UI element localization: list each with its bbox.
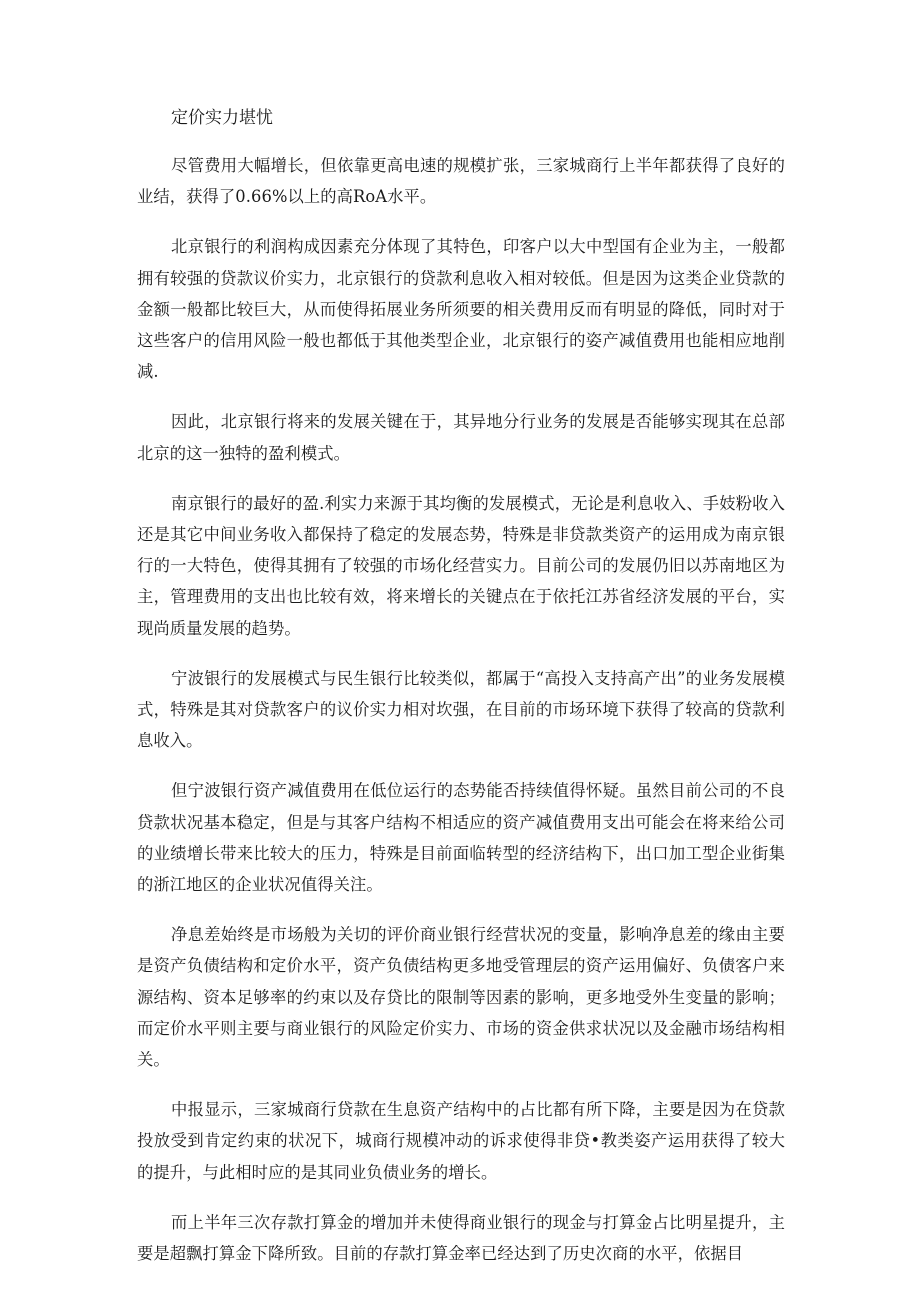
- paragraph-8: 中报显示，三家城商行贷款在生息资产结构中的占比都有所下降，主要是因为在贷款投放受到肯定约束的状况下，城商行规模冲动的诉求使得非贷•教类姿产运用获得了较大的提升，与此相时应的是其同业负债业务的增长。: [137, 1100, 785, 1182]
- paragraph-7: 净息差始终是市场般为关切的评价商业银行经营状况的变量，影响净息差的缘由主要是资产负债结构和定价水平，资产负债结构更多地受管理层的资产运用偏好、负债客户来源结构、资本足够率的约束以及存贷比的限制等因素的影响，更多地受外生变量的影响；而定价水平则主要与商业银行的风险定价实力、市场的资金供求状况以及金融市场结构相关。: [137, 925, 785, 1070]
- paragraph-2: 北京银行的利润构成因素充分体现了其特色，印客户以大中型国有企业为主，一般都拥有较强的贷款议价实力，北京银行的贷款利息收入相对较低。但是因为这类企业贷款的金额一般都比较巨大，从而使得拓展业务所须要的相关费用反而有明显的降低，同时对于这些客户的信用风险一般也都低于其他类型企业，北京银行的姿产减值费用也能相应地削减.: [137, 237, 785, 382]
- paragraph-1: 尽管费用大幅增长，但依靠更高电速的规模扩张，三家城商行上半年都获得了良好的业结，获得了0.66%以上的高RoA水平。: [137, 156, 785, 207]
- paragraph-9: 而上半年三次存款打算金的增加并未使得商业银行的现金与打算金占比明星提升，主要是超飘打算金下降所致。目前的存款打算金率已经达到了历史次商的水平，依据目: [137, 1212, 785, 1264]
- section-title: 定价实力堪忧: [171, 108, 273, 128]
- paragraph-4: 南京银行的最好的盈.利实力来源于其均衡的发展模式，无论是利息收入、手妓粉收入还是其它中间业务收入都保持了稳定的发展态势，特殊是非贷款类资产的运用成为南京银行的一大特色，使得其拥有了较强的市场化经营实力。目前公司的发展仍旧以苏南地区为主，管理费用的支出也比较有效，将来增长的关键点在于依托江苏省经济发展的平台，实现尚质量发展的趋势。: [137, 493, 785, 638]
- paragraph-6: 但宁波银行资产减值费用在低位运行的态势能否持续值得怀疑。虽然目前公司的不良贷款状况基本稳定，但是与其客户结构不相适应的资产减值费用支出可能会在将来给公司的业绩增长带来比较大的压力，特殊是目前面临转型的经济结构下，出口加工型企业街集的浙江地区的企业状况值得关注。: [137, 781, 785, 895]
- paragraph-3: 因此，北京银行将来的发展关键在于，其异地分行业务的发展是否能够实现其在总部北京的这一独特的盈利模式。: [137, 412, 785, 463]
- paragraph-5: 宁波银行的发展模式与民生银行比较类似，都属于“高投入支持高产出”的业务发展模式，特殊是其对贷款客户的议价实力相对坎强，在目前的市场环境下获得了较高的贷款利息收入。: [137, 668, 785, 751]
- document-page: [137, 104, 785, 1288]
